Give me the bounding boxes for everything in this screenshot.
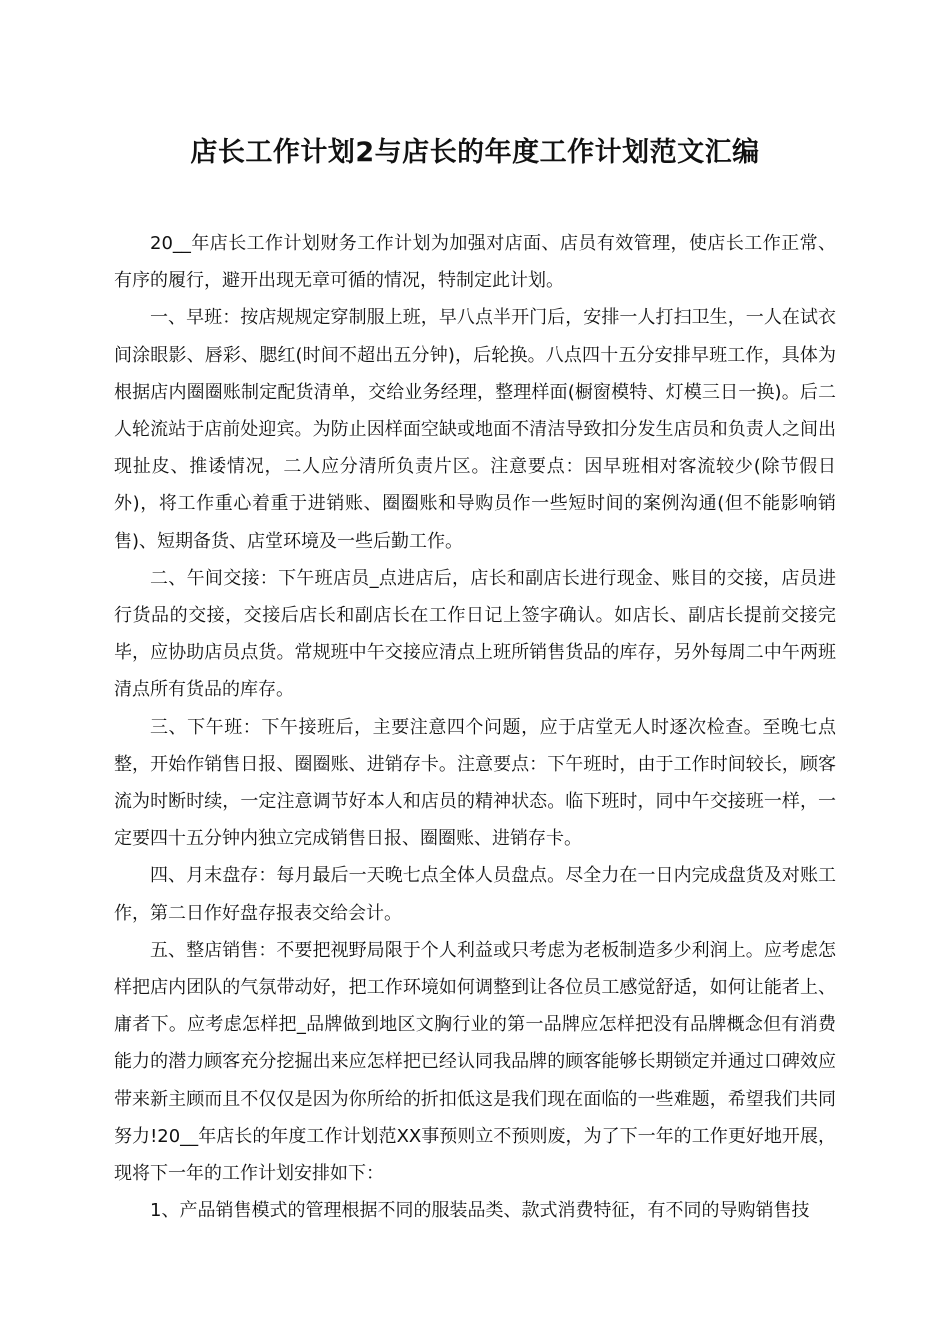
document-title: 店长工作计划2与店长的年度工作计划范文汇编	[190, 137, 760, 168]
store-sales-paragraph: 五、整店销售：不要把视野局限于个人利益或只考虑为老板制造多少利润上。应考虑怎样把店内团队的气氛带动好，把工作环境如何调整到让各位员工感觉舒适，如何让能者上、庸者下。应考虑怎样把_品牌做到地区文胸行业的第一品牌应怎样把没有品牌概念但有消费能力的潜力顾客充分挖掘出来应怎样把已经认同我品牌的顾客能够长期锁定并通过口碑效应带来新主顾而且不仅仅是因为你所给的折扣低这是我们现在面临的一些难题，希望我们共同努力!20__年店长的年度工作计划范XX事预则立不预则废，为了下一年的工作更好地开展，现将下一年的工作计划安排如下：	[114, 939, 836, 1185]
month-end-inventory-paragraph: 四、月末盘存：每月最后一天晚七点全体人员盘点。尽全力在一日内完成盘货及对账工作，第二日作好盘存报表交给会计。	[114, 865, 836, 924]
afternoon-shift-paragraph: 三、下午班：下午接班后，主要注意四个问题，应于店堂无人时逐次检查。至晚七点整，开始作销售日报、圈圈账、进销存卡。注意要点：下午班时，由于工作时间较长，顾客流为时断时续，一定注意调节好本人和店员的精神状态。临下班时，同中午交接班一样，一定要四十五分钟内独立完成销售日报、圈圈账、进销存卡。	[114, 716, 836, 850]
intro-paragraph: 20__年店长工作计划财务工作计划为加强对店面、店员有效管理，使店长工作正常、有序的履行，避开出现无章可循的情况，特制定此计划。	[114, 233, 836, 292]
document-body	[114, 225, 836, 1229]
noon-handover-paragraph: 二、午间交接：下午班店员_点进店后，店长和副店长进行现金、账目的交接，店员进行货品的交接，交接后店长和副店长在工作日记上签字确认。如店长、副店长提前交接完毕，应协助店员点货。常规班中午交接应清点上班所销售货品的库存，另外每周二中午两班清点所有货品的库存。	[114, 567, 836, 701]
sales-mode-paragraph: 1、产品销售模式的管理根据不同的服装品类、款式消费特征，有不同的导购销售技	[150, 1200, 810, 1222]
morning-shift-paragraph: 一、早班：按店规规定穿制服上班，早八点半开门后，安排一人打扫卫生，一人在试衣间涂眼影、唇彩、腮红(时间不超出五分钟)，后轮换。八点四十五分安排早班工作，具体为根据店内圈圈账制定配货清单，交给业务经理，整理样面(橱窗模特、灯模三日一换)。后二人轮流站于店前处迎宾。为防止因样面空缺或地面不清洁导致扣分发生店员和负责人之间出现扯皮、推诿情况，二人应分清所负责片区。注意要点：因早班相对客流较少(除节假日外)，将工作重心着重于进销账、圈圈账和导购员作一些短时间的案例沟通(但不能影响销售)、短期备货、店堂环境及一些后勤工作。	[114, 307, 836, 552]
